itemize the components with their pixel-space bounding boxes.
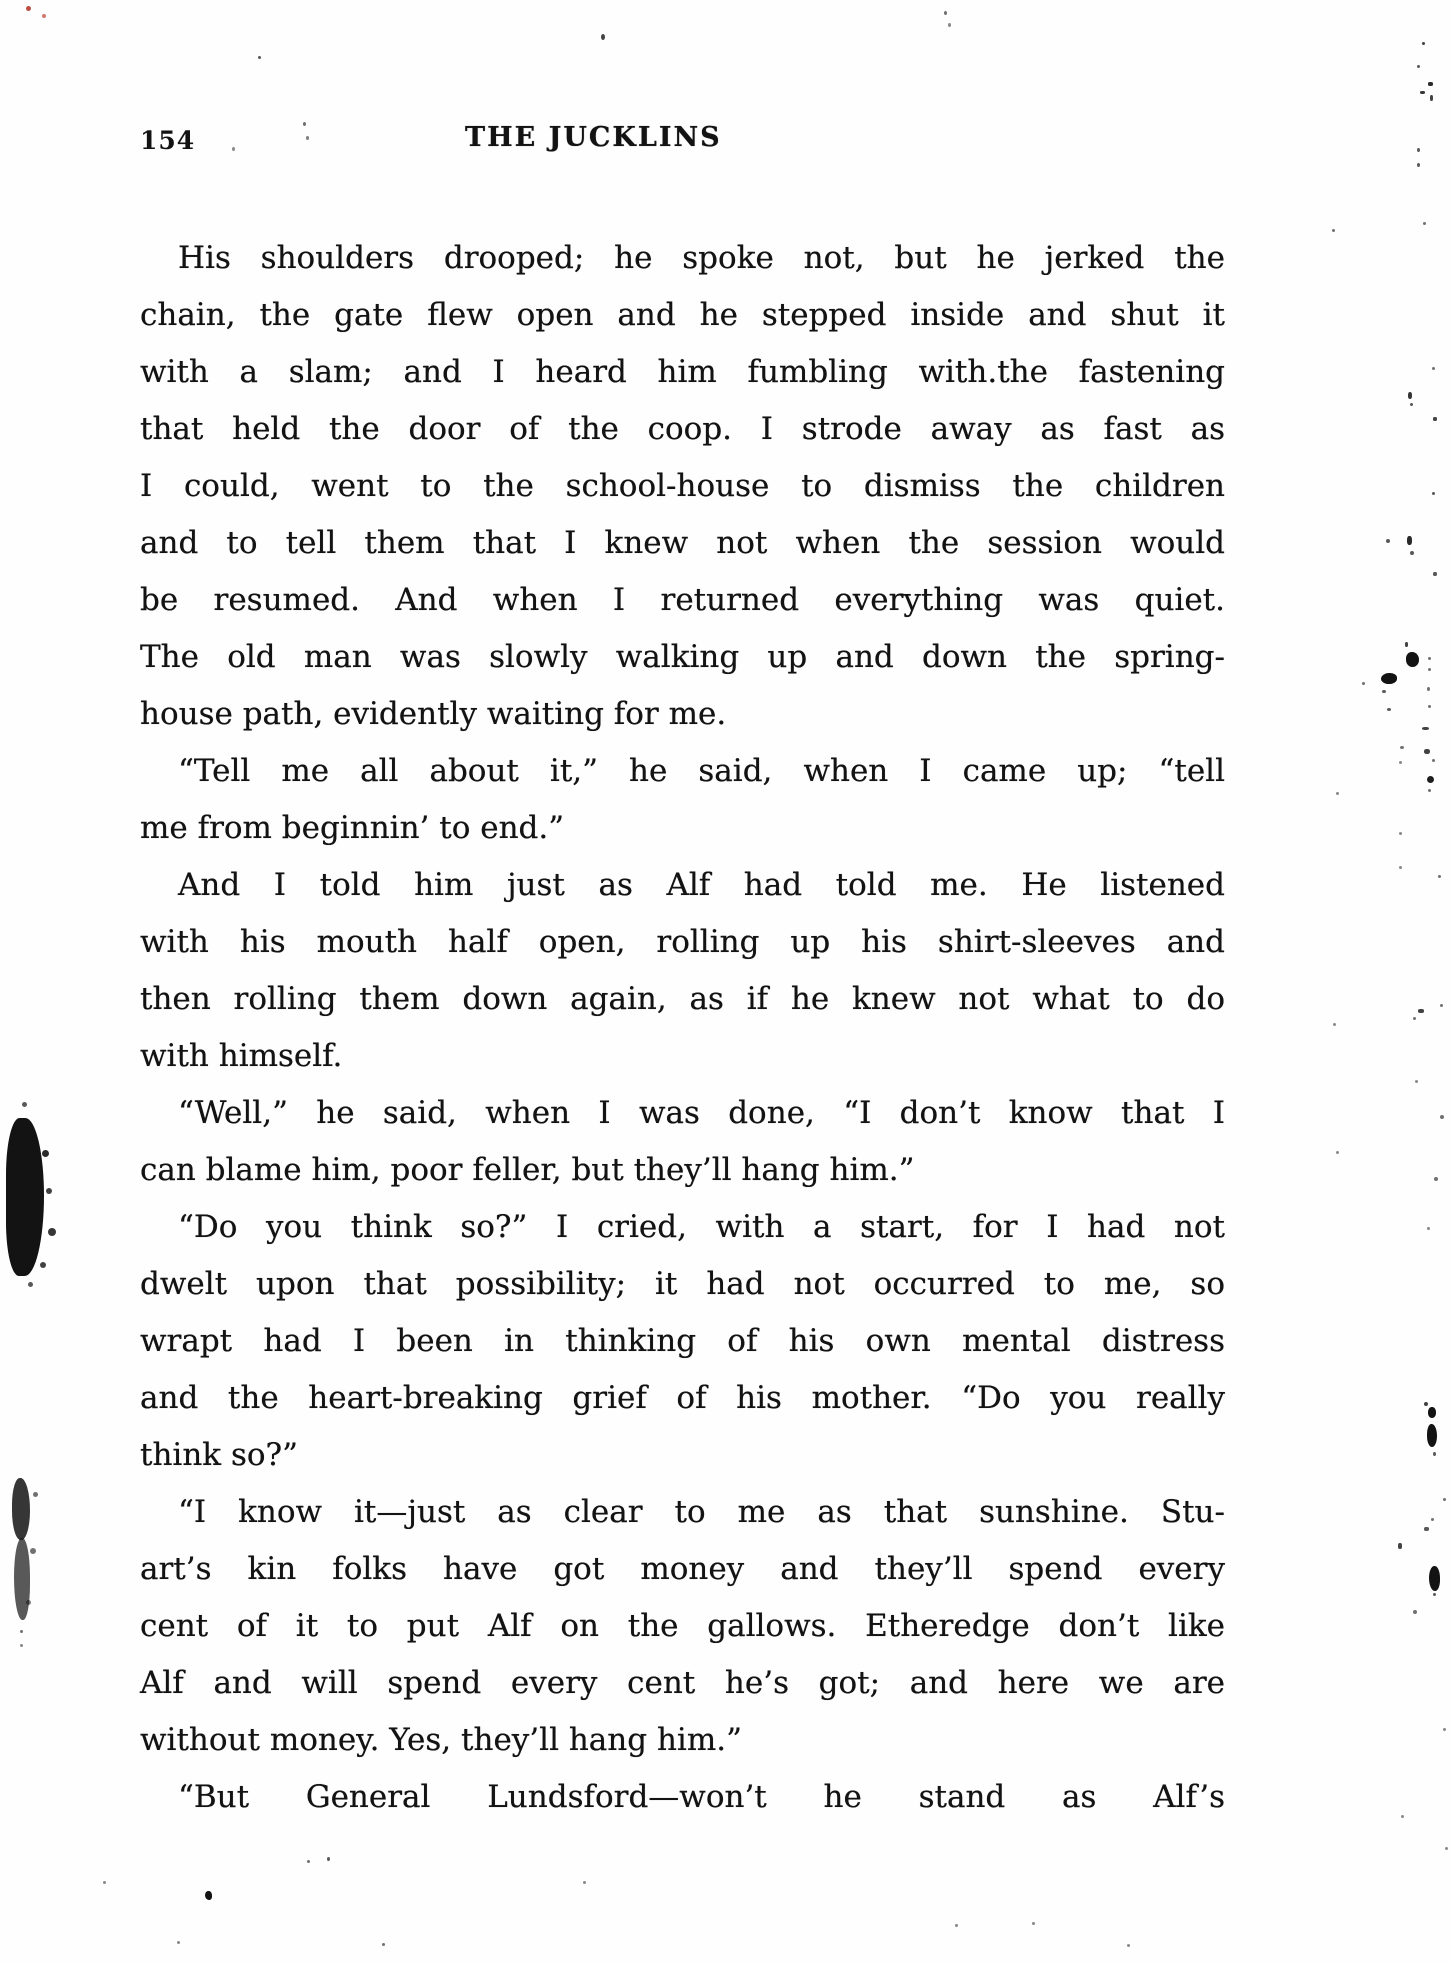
ink-speck	[955, 1924, 958, 1927]
text-line: art’s kin folks have got money and they’ll spend every	[140, 1551, 1225, 1587]
ink-speck	[1420, 91, 1425, 94]
text-line: Alf and will spend every cent he’s got; and here we are	[140, 1665, 1225, 1701]
ink-speck	[1440, 1004, 1443, 1007]
text-line: I could, went to the school-house to dismiss the children	[140, 468, 1225, 504]
ink-speck	[382, 1943, 385, 1946]
ink-speck	[1424, 1527, 1429, 1531]
text-line: “Well,” he said, when I was done, “I don’t know that I	[178, 1095, 1225, 1131]
ink-speck	[1432, 367, 1435, 370]
ink-speck	[30, 1548, 36, 1554]
page-body	[140, 230, 1225, 1826]
text-line: be resumed. And when I returned everything was quiet.	[140, 582, 1225, 618]
ink-speck	[944, 11, 947, 15]
ink-speck	[26, 1600, 31, 1605]
ink-speck	[28, 1282, 33, 1287]
text-line: me from beginnin’ to end.”	[140, 810, 565, 846]
ink-speck	[42, 14, 46, 18]
ink-speck	[1428, 705, 1431, 708]
ink-speck	[1428, 668, 1431, 671]
ink-speck	[1399, 761, 1402, 764]
ink-speck	[1398, 1543, 1402, 1549]
text-line: and the heart-breaking grief of his mother. “Do you really	[140, 1380, 1225, 1416]
ink-speck	[33, 1492, 38, 1497]
ink-speck	[1438, 875, 1441, 878]
ink-speck	[307, 1860, 310, 1863]
text-line: think so?”	[140, 1437, 298, 1473]
text-line: “Tell me all about it,” he said, when I came up; “tell	[178, 753, 1225, 789]
ink-speck	[1430, 95, 1433, 101]
ink-speck	[40, 1262, 46, 1268]
ink-speck	[48, 1228, 56, 1236]
ink-speck	[1432, 759, 1435, 762]
ink-speck	[1410, 403, 1413, 406]
running-title: THE JUCKLINS	[465, 122, 722, 153]
ink-speck	[1417, 65, 1420, 68]
ink-speck	[1423, 222, 1426, 225]
ink-speck	[1443, 1728, 1446, 1731]
text-line: with himself.	[140, 1038, 343, 1074]
ink-speck	[1413, 1610, 1417, 1614]
ink-speck	[1433, 572, 1437, 576]
ink-speck	[26, 6, 31, 11]
ink-speck	[42, 1150, 49, 1157]
ink-speck	[1432, 492, 1435, 495]
ink-speck	[1427, 687, 1430, 691]
ink-blob	[1428, 1407, 1436, 1418]
ink-speck	[583, 1881, 586, 1884]
page-number: 154	[140, 126, 196, 155]
text-line: His shoulders drooped; he spoke not, but he jerked the	[178, 240, 1225, 276]
ink-speck	[1428, 789, 1431, 792]
text-line: then rolling them down again, as if he knew not what to do	[140, 981, 1225, 1017]
text-line: with his mouth half open, rolling up his shirt-sleeves and	[140, 924, 1225, 960]
ink-speck	[20, 1630, 23, 1633]
ink-speck	[1387, 708, 1391, 711]
ink-speck	[1415, 1080, 1418, 1083]
ink-speck	[1405, 642, 1408, 647]
ink-speck	[1399, 832, 1402, 835]
text-line: house path, evidently waiting for me.	[140, 696, 727, 732]
ink-speck	[232, 147, 235, 151]
ink-speck	[1382, 690, 1386, 693]
ink-speck	[205, 1891, 212, 1900]
ink-speck	[1399, 866, 1402, 869]
ink-speck	[1443, 1498, 1446, 1501]
text-line: “Do you think so?” I cried, with a start, for I had not	[178, 1209, 1225, 1245]
text-line: without money. Yes, they’ll hang him.”	[140, 1722, 742, 1758]
ink-speck	[1427, 1227, 1430, 1230]
ink-blob	[14, 1538, 30, 1620]
ink-speck	[1418, 1009, 1424, 1013]
ink-speck	[1127, 1944, 1130, 1947]
ink-blob	[6, 1118, 44, 1276]
ink-blob	[1381, 673, 1397, 684]
ink-speck	[1386, 539, 1390, 543]
ink-speck	[601, 34, 605, 40]
ink-speck	[1431, 1518, 1434, 1521]
ink-speck	[1336, 792, 1339, 795]
ink-blob	[1406, 652, 1419, 667]
text-line: chain, the gate flew open and he stepped inside and shut it	[140, 297, 1225, 333]
ink-speck	[103, 1881, 106, 1884]
ink-speck	[948, 23, 951, 27]
ink-speck	[1428, 657, 1431, 660]
ink-speck	[258, 56, 261, 59]
ink-blob	[12, 1478, 30, 1540]
ink-speck	[306, 136, 309, 140]
ink-speck	[1413, 1017, 1416, 1020]
ink-speck	[1427, 776, 1434, 783]
ink-speck	[1433, 417, 1437, 421]
text-line: and to tell them that I knew not when the session would	[140, 525, 1225, 561]
text-line: “But General Lundsford—won’t he stand as Alf’s	[178, 1779, 1225, 1815]
ink-speck	[1422, 42, 1425, 45]
ink-speck	[1417, 163, 1420, 167]
text-line: with a slam; and I heard him fumbling with.the fastening	[140, 354, 1225, 390]
ink-blob	[1429, 1566, 1440, 1591]
ink-speck	[1417, 148, 1420, 152]
ink-speck	[1333, 1023, 1336, 1026]
ink-speck	[1433, 1452, 1436, 1456]
ink-speck	[1433, 1593, 1436, 1596]
ink-speck	[20, 1644, 23, 1647]
ink-speck	[1445, 1847, 1448, 1850]
ink-speck	[1428, 82, 1433, 86]
text-line: The old man was slowly walking up and down the spring-	[140, 639, 1225, 675]
ink-speck	[1032, 1922, 1035, 1925]
running-head	[140, 122, 1225, 162]
text-line: can blame him, poor feller, but they’ll hang him.”	[140, 1152, 915, 1188]
ink-speck	[1422, 727, 1429, 730]
ink-speck	[327, 1857, 330, 1861]
text-line: And I told him just as Alf had told me. He listened	[178, 867, 1225, 903]
ink-speck	[1401, 1815, 1404, 1818]
ink-blob	[1427, 1424, 1437, 1447]
ink-speck	[1424, 1402, 1428, 1406]
ink-speck	[1434, 1177, 1438, 1181]
text-line: cent of it to put Alf on the gallows. Etheredge don’t like	[140, 1608, 1225, 1644]
ink-speck	[1410, 551, 1414, 555]
ink-speck	[303, 122, 306, 126]
ink-speck	[46, 1188, 52, 1194]
ink-speck	[1440, 1115, 1444, 1119]
ink-speck	[1332, 229, 1335, 232]
text-line: “I know it—just as clear to me as that sunshine. Stu-	[178, 1494, 1225, 1530]
ink-speck	[177, 1941, 180, 1944]
text-line: wrapt had I been in thinking of his own mental distress	[140, 1323, 1225, 1359]
ink-speck	[1362, 682, 1365, 685]
ink-speck	[1400, 746, 1404, 749]
ink-speck	[1407, 536, 1412, 545]
ink-speck	[22, 1102, 27, 1107]
ink-speck	[1424, 749, 1430, 754]
text-line: that held the door of the coop. I strode away as fast as	[140, 411, 1225, 447]
text-line: dwelt upon that possibility; it had not occurred to me, so	[140, 1266, 1225, 1302]
ink-speck	[1408, 392, 1412, 399]
ink-speck	[1336, 1151, 1339, 1154]
